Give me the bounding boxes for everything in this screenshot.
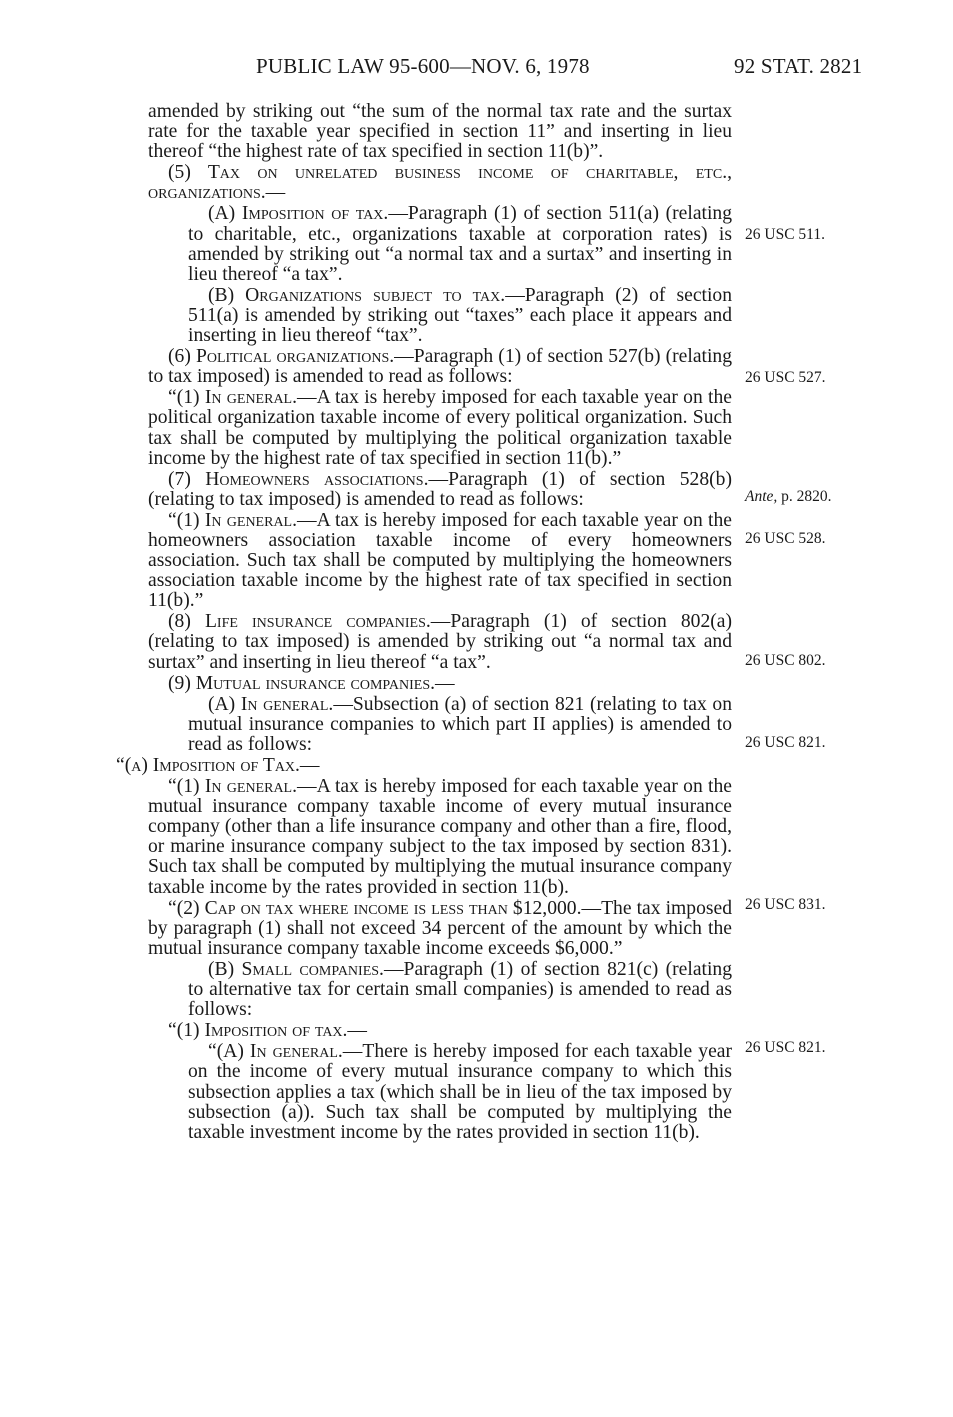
margin-citation-528: 26 USC 528.: [745, 530, 826, 547]
paragraph-7-heading: (7) Homeowners associations.: [168, 468, 429, 490]
paragraph-9b: [148, 960, 732, 1020]
paragraph-7: [148, 470, 732, 510]
paragraph-5b: [148, 286, 732, 346]
margin-citation-ante-italic: Ante,: [745, 488, 778, 505]
paragraph-9a-quoted-1-body: —A tax is hereby imposed for each taxable year on the mutual insurance company taxable income of every mutual insurance company (other than a life insurance company and other than a fire, flood, or marine insurance company subject to the tax imposed by section 831). Such tax shall be computed by multiplying the mutual insurance company taxable income by the rates provided in section 11(b).: [148, 776, 732, 898]
paragraph-5b-body: —Paragraph (2) of section 511(a) is amended by striking out “taxes” each place it appears and inserting in lieu thereof “tax”.: [188, 284, 733, 347]
paragraph-8: [148, 612, 732, 672]
paragraph-9b-heading: (B) Small companies.: [208, 958, 384, 980]
paragraph-9a-quoted-2-heading: “(2) Cap on tax where income is less than $12,000.: [168, 897, 582, 919]
margin-citation-511: 26 USC 511.: [745, 226, 825, 243]
margin-citation-821-b: 26 USC 821.: [745, 1039, 826, 1056]
running-header-title: PUBLIC LAW 95-600—NOV. 6, 1978: [256, 54, 590, 78]
paragraph-9a-quoted-2-body: —The tax imposed by paragraph (1) shall not exceed 34 percent of the amount by which the mutual insurance company taxable income exceeds $6,000.”: [148, 897, 732, 959]
paragraph-9a-quoted-1-heading: “(1) In general.: [168, 776, 298, 798]
paragraph-5a-heading: (A) Imposition of tax.: [208, 203, 389, 225]
margin-citation-ante: [745, 488, 832, 506]
paragraph-9a-quoted-2: [148, 899, 732, 959]
paragraph-7-quoted-body: —A tax is hereby imposed for each taxable year on the homeowners association taxable income of every homeowners association. Such tax shall be computed by multiplying the homeowners association taxable income by the highest rate of tax specified in section 11(b).”: [148, 509, 732, 612]
margin-citation-802: 26 USC 802.: [745, 652, 826, 669]
margin-citation-ante-page: p. 2820.: [777, 488, 832, 505]
paragraph-8-heading: (8) Life insurance companies.: [168, 611, 431, 633]
paragraph-5b-heading: (B) Organizations subject to tax.: [208, 284, 506, 306]
paragraph-9-heading: [148, 674, 732, 694]
paragraph-9a-heading: (A) In general.: [208, 693, 334, 715]
paragraph-6-quoted: [148, 388, 732, 468]
paragraph-6-quoted-heading: “(1) In general.: [168, 387, 298, 409]
paragraph-5-heading-text: (5) Tax on unrelated business income of charitable, etc., organizations.—: [148, 162, 732, 204]
paragraph-continued: amended by striking out “the sum of the normal tax rate and the surtax rate for the taxable year specified in section 11” and inserting in lieu thereof “the highest rate of tax specified in section 11(b)”.: [148, 101, 732, 163]
paragraph-8-body: —Paragraph (1) of section 802(a) (relating to tax imposed) is amended by striking out “a normal tax and surtax” and inserting in lieu thereof “a tax”.: [148, 611, 732, 673]
paragraph-7-quoted-heading: “(1) In general.: [168, 509, 298, 531]
paragraph-5-heading: [148, 163, 732, 203]
paragraph-9b-quoted-a-body: —There is hereby imposed for each taxable year on the income of every mutual insurance company to which this subsection applies a tax (which shall be in lieu of the tax imposed by subsection (a)). Such tax shall be computed by multiplying the taxable investment income by the rates provided in section 11(b).: [188, 1041, 732, 1143]
paragraph-9-heading-text: (9) Mutual insurance companies.—: [168, 672, 455, 694]
subsection-a-heading: [116, 756, 732, 776]
paragraph-9b-quoted-heading: [148, 1021, 732, 1041]
paragraph-7-body: —Paragraph (1) of section 528(b) (relating to tax imposed) is amended to read as follows:: [148, 468, 732, 510]
paragraph-6-heading: (6) Political organizations.: [168, 346, 395, 368]
paragraph-9a-quoted-1: [148, 777, 732, 898]
document-body: [116, 101, 733, 1144]
paragraph-7-quoted: [148, 511, 732, 611]
margin-citation-831: 26 USC 831.: [745, 896, 826, 913]
paragraph-5a: [148, 204, 732, 284]
paragraph-6-quoted-body: —A tax is hereby imposed for each taxable year on the political organization taxable income of every political organization. Such tax shall be computed by multiplying the political organization taxable income by the highest rate of tax specified in section 11(b).”: [148, 387, 732, 469]
paragraph-9a-body: —Subsection (a) of section 821 (relating to tax on mutual insurance companies to which part II applies) is amended to read as follows:: [188, 693, 732, 755]
paragraph-5a-body: —Paragraph (1) of section 511(a) (relating to charitable, etc., organizations taxable at corporation rates) is amended by striking out “a normal tax and a surtax” and inserting in lieu thereof “a tax”.: [188, 203, 732, 285]
paragraph-9b-quoted-heading-text: “(1) Imposition of tax.—: [168, 1020, 368, 1042]
paragraph-9b-quoted-a-heading: “(A) In general.: [208, 1041, 343, 1063]
paragraph-6-body: —Paragraph (1) of section 527(b) (relating to tax imposed) is amended to read as follows:: [148, 346, 732, 388]
paragraph-6: [148, 347, 732, 387]
margin-citation-527: 26 USC 527.: [745, 369, 826, 386]
subsection-a-heading-text: “(a) Imposition of Tax.—: [116, 755, 320, 776]
paragraph-9b-body: —Paragraph (1) of section 821(c) (relating to alternative tax for certain small companies) is amended to read as follows:: [188, 958, 733, 1021]
margin-citation-821-a: 26 USC 821.: [745, 734, 826, 751]
paragraph-9b-quoted-a: [148, 1042, 732, 1142]
statute-page-number: 92 STAT. 2821: [734, 54, 863, 78]
paragraph-9a: [148, 695, 732, 755]
